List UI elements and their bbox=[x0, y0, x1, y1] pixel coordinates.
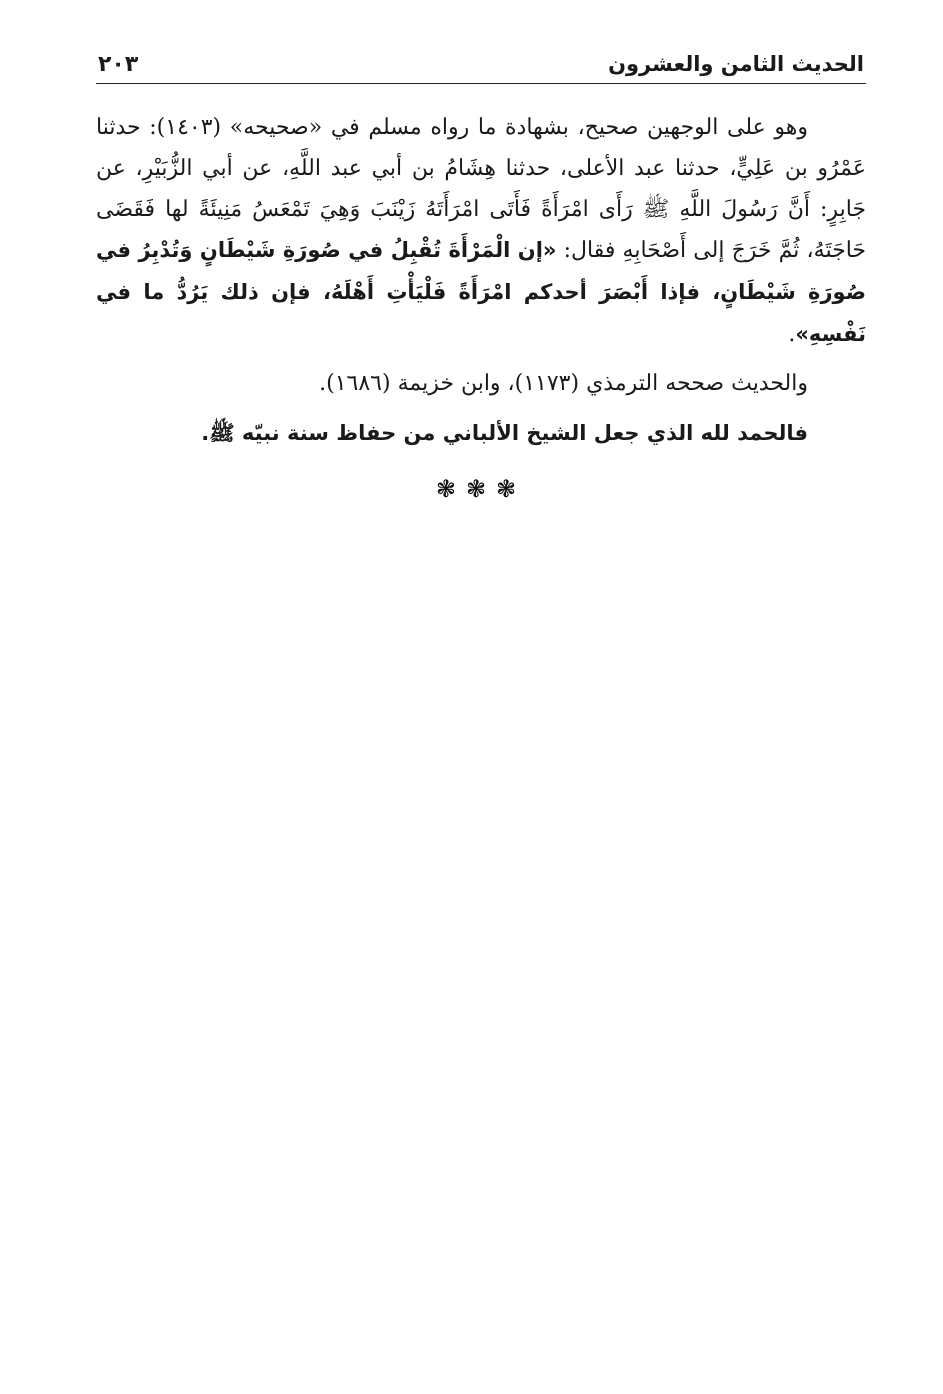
running-header bbox=[96, 52, 866, 84]
page-number: ٢٠٣ bbox=[98, 52, 139, 77]
paragraph-end: . bbox=[788, 321, 796, 347]
section-separator: ❃❃❃ bbox=[435, 475, 527, 504]
page bbox=[96, 52, 866, 503]
paragraph-authentication: والحديث صححه الترمذي (١١٧٣)، وابن خزيمة (١٦٨٦). bbox=[319, 370, 808, 396]
header-title: الحديث الثامن والعشرون bbox=[608, 52, 864, 76]
body-text bbox=[96, 108, 866, 503]
paragraph-hadith-chain bbox=[96, 108, 866, 356]
paragraph-intro: وهو على الوجهين صحيح، بشهادة ما رواه مسلم في «صحيحه» (١٤٠٣): حدثنا عَمْرُو بن عَلِيٍّ، حدثنا عبد الأعلى، حدثنا هِشَامُ بن أبي عبد اللَّهِ، عن أبي الزُّبَيْرِ، عن جَابِرٍ: أَنَّ رَسُولَ اللَّهِ ﷺ رَأَى امْرَأَةً فَأَتَى امْرَأَتَهُ زَيْنَبَ وَهِيَ تَمْعَسُ مَنِيئَةً لها فَقَضَى حَاجَتَهُ، ثُمَّ خَرَجَ إلى أَصْحَابِهِ فقال: bbox=[96, 115, 866, 264]
hadith-quote: «إن الْمَرْأَةَ تُقْبِلُ في صُورَةِ شَيْطَانٍ وَتُدْبِرُ في صُورَةِ شَيْطَانٍ، فإذا أَبْصَرَ أحدكم امْرَأَةً فَلْيَأْتِ أَهْلَهُ، فإن ذلك يَرُدُّ ما في نَفْسِهِ» bbox=[96, 238, 866, 346]
paragraph-closing: فالحمد لله الذي جعل الشيخ الألباني من حفاظ سنة نبيّه ﷺ. bbox=[201, 420, 808, 445]
